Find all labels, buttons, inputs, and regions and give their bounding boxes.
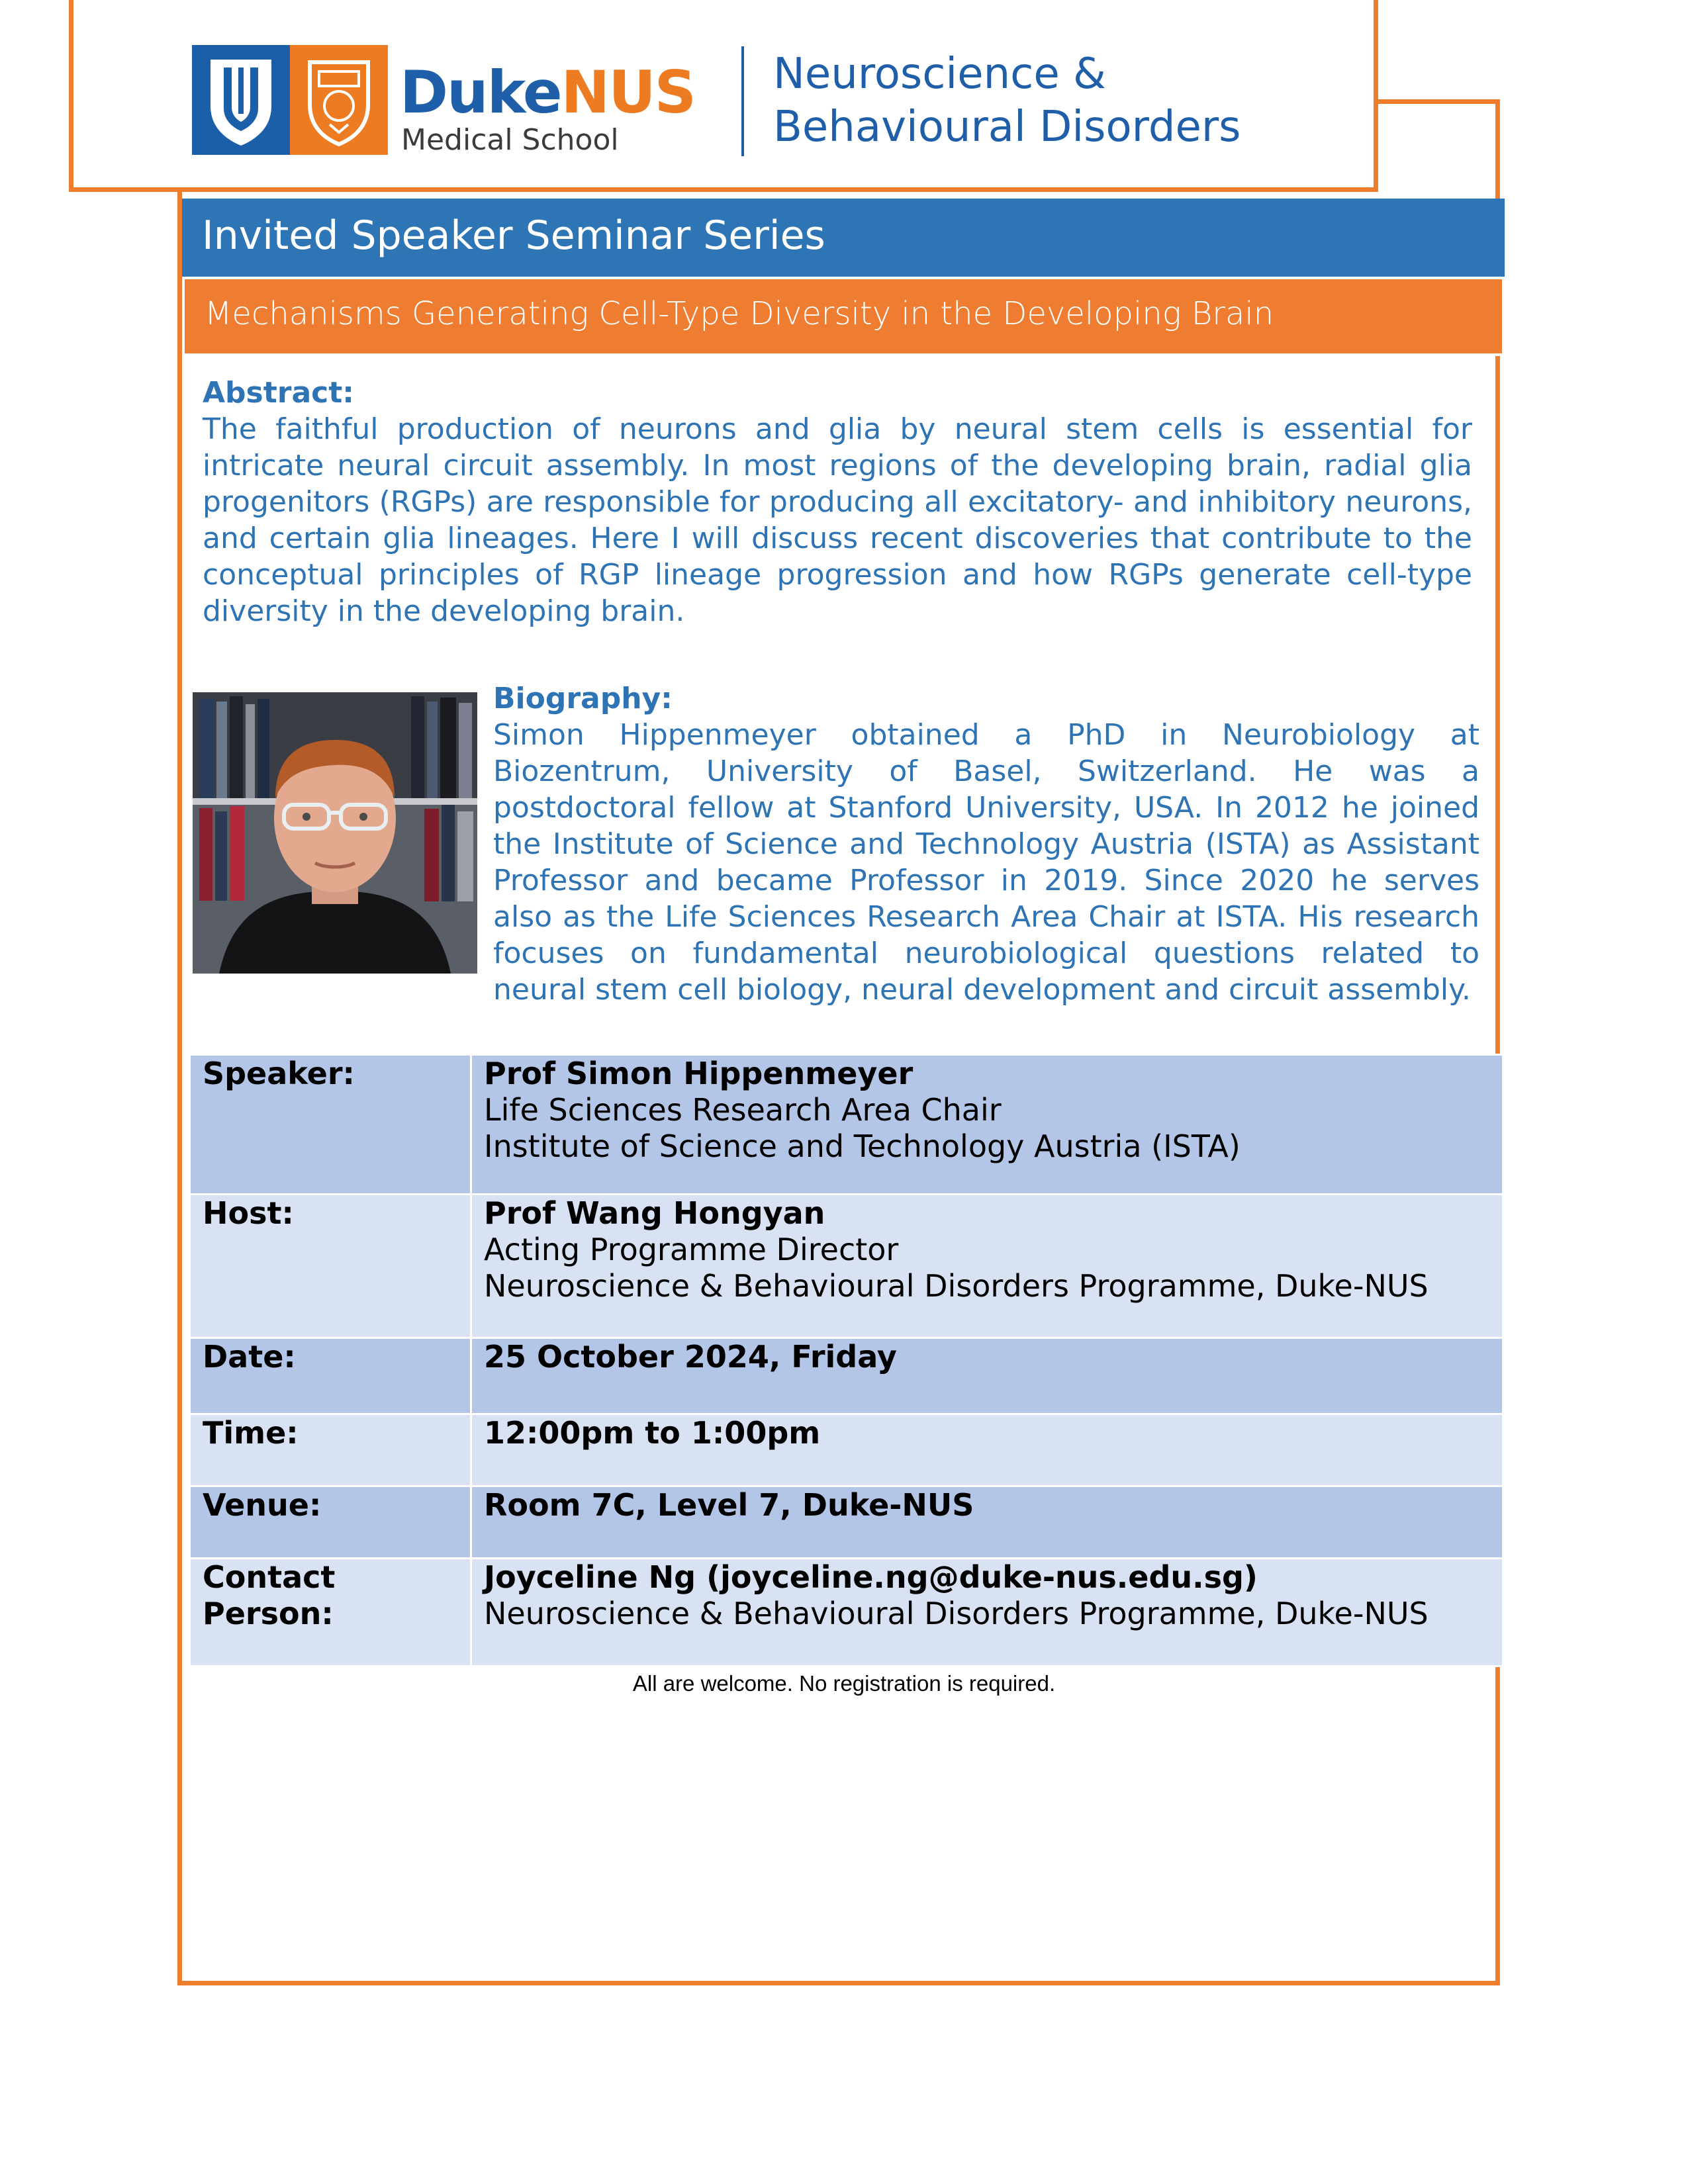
speaker-role: Life Sciences Research Area Chair xyxy=(484,1092,1002,1128)
logo-divider xyxy=(741,46,744,156)
contact-label: Contact Person: xyxy=(190,1559,471,1666)
logo-subtitle: Medical School xyxy=(401,123,619,157)
abstract-section xyxy=(203,375,1472,629)
speaker-org: Institute of Science and Technology Austria (ISTA) xyxy=(484,1128,1241,1164)
abstract-body: The faithful production of neurons and glia by neural stem cells is essential for intricate neural circuit assembly. In most regions of the developing brain, radial glia progenitors (RGPs) are responsible for producing all excitatory- and inhibitory neurons, and certain glia lineages. Here I will discuss recent discoveries that contribute to the conceptual principles of RGP lineage progression and how RGPs generate cell-type diversity in the developing brain. xyxy=(203,412,1472,628)
series-banner: Invited Speaker Seminar Series xyxy=(182,199,1505,277)
venue-label: Venue: xyxy=(190,1486,471,1559)
table-row xyxy=(190,1338,1503,1414)
programme-line-2: Behavioural Disorders xyxy=(773,103,1241,152)
date-value: 25 October 2024, Friday xyxy=(471,1338,1503,1414)
programme-line-1: Neuroscience & xyxy=(773,50,1106,99)
table-row xyxy=(190,1559,1503,1666)
host-role: Acting Programme Director xyxy=(484,1232,899,1267)
venue-value: Room 7C, Level 7, Duke-NUS xyxy=(471,1486,1503,1559)
abstract-heading: Abstract: xyxy=(203,376,354,410)
biography-body: Simon Hippenmeyer obtained a PhD in Neurobiology at Biozentrum, University of Basel, Switzerland. He was a postdoctoral fellow at Stanford University, USA. In 2012 he joined the Institute of Science and Technology Austria (ISTA) as Assistant Professor and became Professor in 2019. Since 2020 he serves also as the Life Sciences Research Area Chair at ISTA. His research focuses on fundamental neurobiological questions related to neural stem cell biology, neural development and circuit assembly. xyxy=(493,718,1479,1007)
date-label: Date: xyxy=(190,1338,471,1414)
speaker-photo xyxy=(193,692,477,974)
contact-org: Neuroscience & Behavioural Disorders Programme, Duke-NUS xyxy=(484,1596,1429,1631)
seminar-title-banner: Mechanisms Generating Cell-Type Diversity in the Developing Brain xyxy=(182,277,1505,356)
host-label: Host: xyxy=(190,1195,471,1338)
time-value: 12:00pm to 1:00pm xyxy=(471,1414,1503,1486)
biography-section xyxy=(493,680,1479,1008)
host-org: Neuroscience & Behavioural Disorders Programme, Duke-NUS xyxy=(484,1268,1429,1304)
table-row xyxy=(190,1055,1503,1195)
speaker-name: Prof Simon Hippenmeyer xyxy=(484,1056,914,1091)
speaker-cell xyxy=(471,1055,1503,1195)
time-label: Time: xyxy=(190,1414,471,1486)
table-row xyxy=(190,1486,1503,1559)
nus-crest-icon xyxy=(290,45,388,155)
contact-name: Joyceline Ng (joyceline.ng@duke-nus.edu.sg) xyxy=(484,1559,1258,1595)
programme-title xyxy=(773,48,1241,154)
footer-note: All are welcome. No registration is required. xyxy=(632,1671,1056,1696)
duke-shield-icon xyxy=(192,45,290,155)
contact-cell xyxy=(471,1559,1503,1666)
logo-wordmark: DukeNUS xyxy=(400,58,696,126)
seminar-details-table xyxy=(189,1054,1504,1667)
table-row xyxy=(190,1414,1503,1486)
biography-heading: Biography: xyxy=(493,682,673,715)
host-name: Prof Wang Hongyan xyxy=(484,1195,825,1231)
table-row xyxy=(190,1195,1503,1338)
host-cell xyxy=(471,1195,1503,1338)
speaker-label: Speaker: xyxy=(190,1055,471,1195)
